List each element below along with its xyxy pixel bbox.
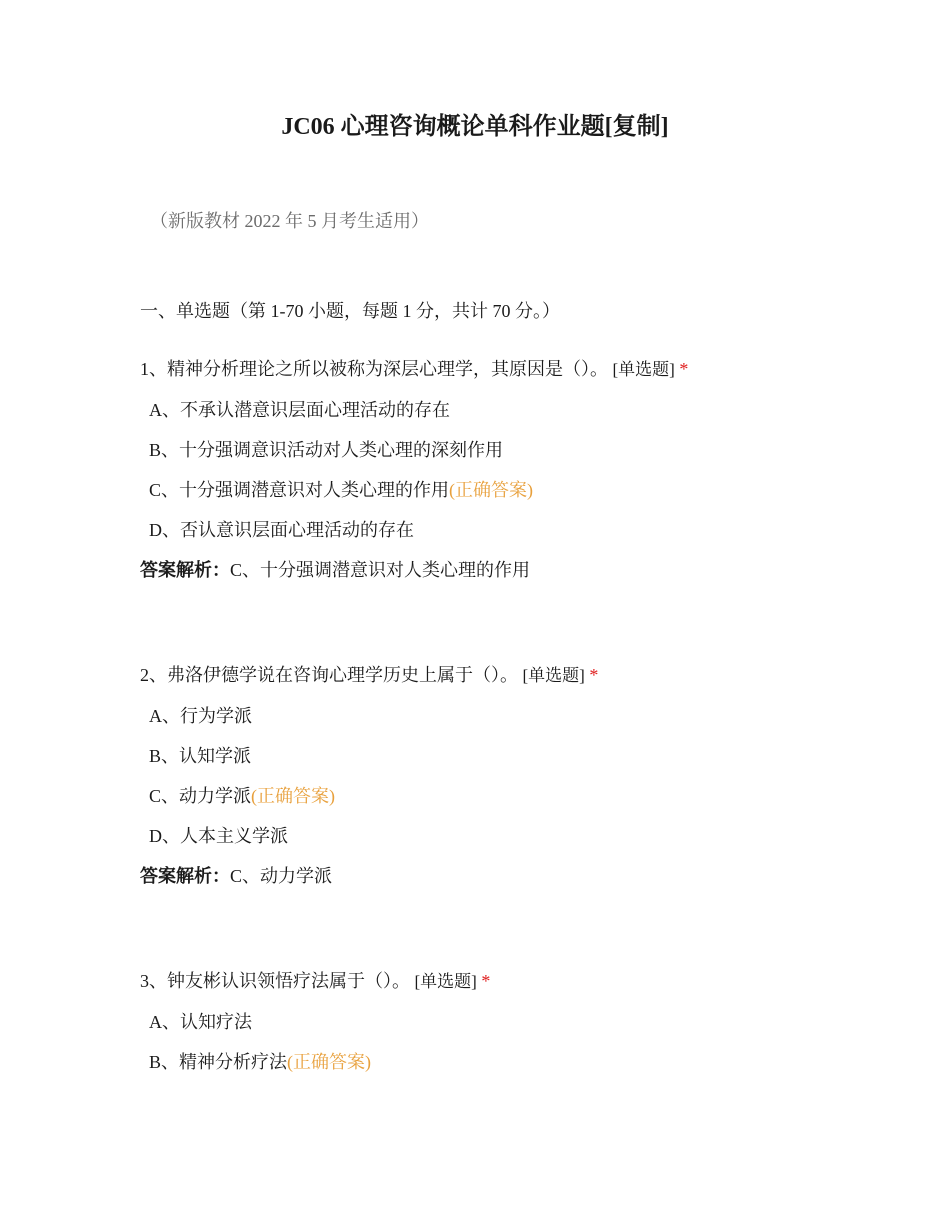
question-3-text (140, 968, 860, 995)
required-star: * (481, 971, 491, 991)
analysis-label: 答案解析： (140, 866, 230, 886)
question-2-option-b: B、认知学派 (149, 746, 252, 766)
question-2-stem: 2、弗洛伊德学说在咨询心理学历史上属于（）。 (140, 665, 518, 685)
question-3-type: [单选题] (414, 972, 477, 991)
question-2-option-a: A、行为学派 (149, 706, 252, 726)
question-1-stem: 1、精神分析理论之所以被称为深层心理学，其原因是（）。 (140, 359, 608, 379)
question-1-analysis (140, 557, 860, 583)
question-3-option-b (149, 1049, 860, 1075)
question-1-type: [单选题] (612, 360, 675, 379)
question-3-option-b-text: B、精神分析疗法 (149, 1052, 288, 1072)
required-star: * (679, 359, 689, 379)
document-title: JC06 心理咨询概论单科作业题[复制] (281, 114, 669, 140)
question-1-analysis-text: C、十分强调潜意识对人类心理的作用 (230, 560, 531, 580)
required-star: * (589, 665, 599, 685)
correct-answer-mark: (正确答案) (287, 1052, 372, 1072)
correct-answer-mark: (正确答案) (251, 786, 336, 806)
question-2-option-c (149, 783, 860, 809)
question-1-text (140, 356, 860, 383)
section-heading: 一、单选题（第 1-70 小题，每题 1 分，共计 70 分。） (140, 301, 560, 321)
question-1 (140, 356, 860, 583)
question-2-analysis-text: C、动力学派 (230, 866, 333, 886)
question-3 (140, 968, 860, 1075)
question-2 (140, 662, 860, 889)
question-1-option-d: D、否认意识层面心理活动的存在 (149, 520, 414, 540)
analysis-label: 答案解析： (140, 560, 230, 580)
question-3-stem: 3、钟友彬认识领悟疗法属于（）。 (140, 971, 410, 991)
question-1-option-a: A、不承认潜意识层面心理活动的存在 (149, 400, 450, 420)
question-2-option-d: D、人本主义学派 (149, 826, 288, 846)
question-2-type: [单选题] (522, 666, 585, 685)
document-subtitle: （新版教材 2022 年 5 月考生适用） (150, 211, 429, 231)
question-1-option-c (149, 477, 860, 503)
question-1-option-c-text: C、十分强调潜意识对人类心理的作用 (149, 480, 450, 500)
question-2-option-c-text: C、动力学派 (149, 786, 252, 806)
question-1-option-b: B、十分强调意识活动对人类心理的深刻作用 (149, 440, 504, 460)
question-3-option-a: A、认知疗法 (149, 1012, 252, 1032)
question-2-text (140, 662, 860, 689)
question-2-analysis (140, 863, 860, 889)
correct-answer-mark: (正确答案) (449, 480, 534, 500)
